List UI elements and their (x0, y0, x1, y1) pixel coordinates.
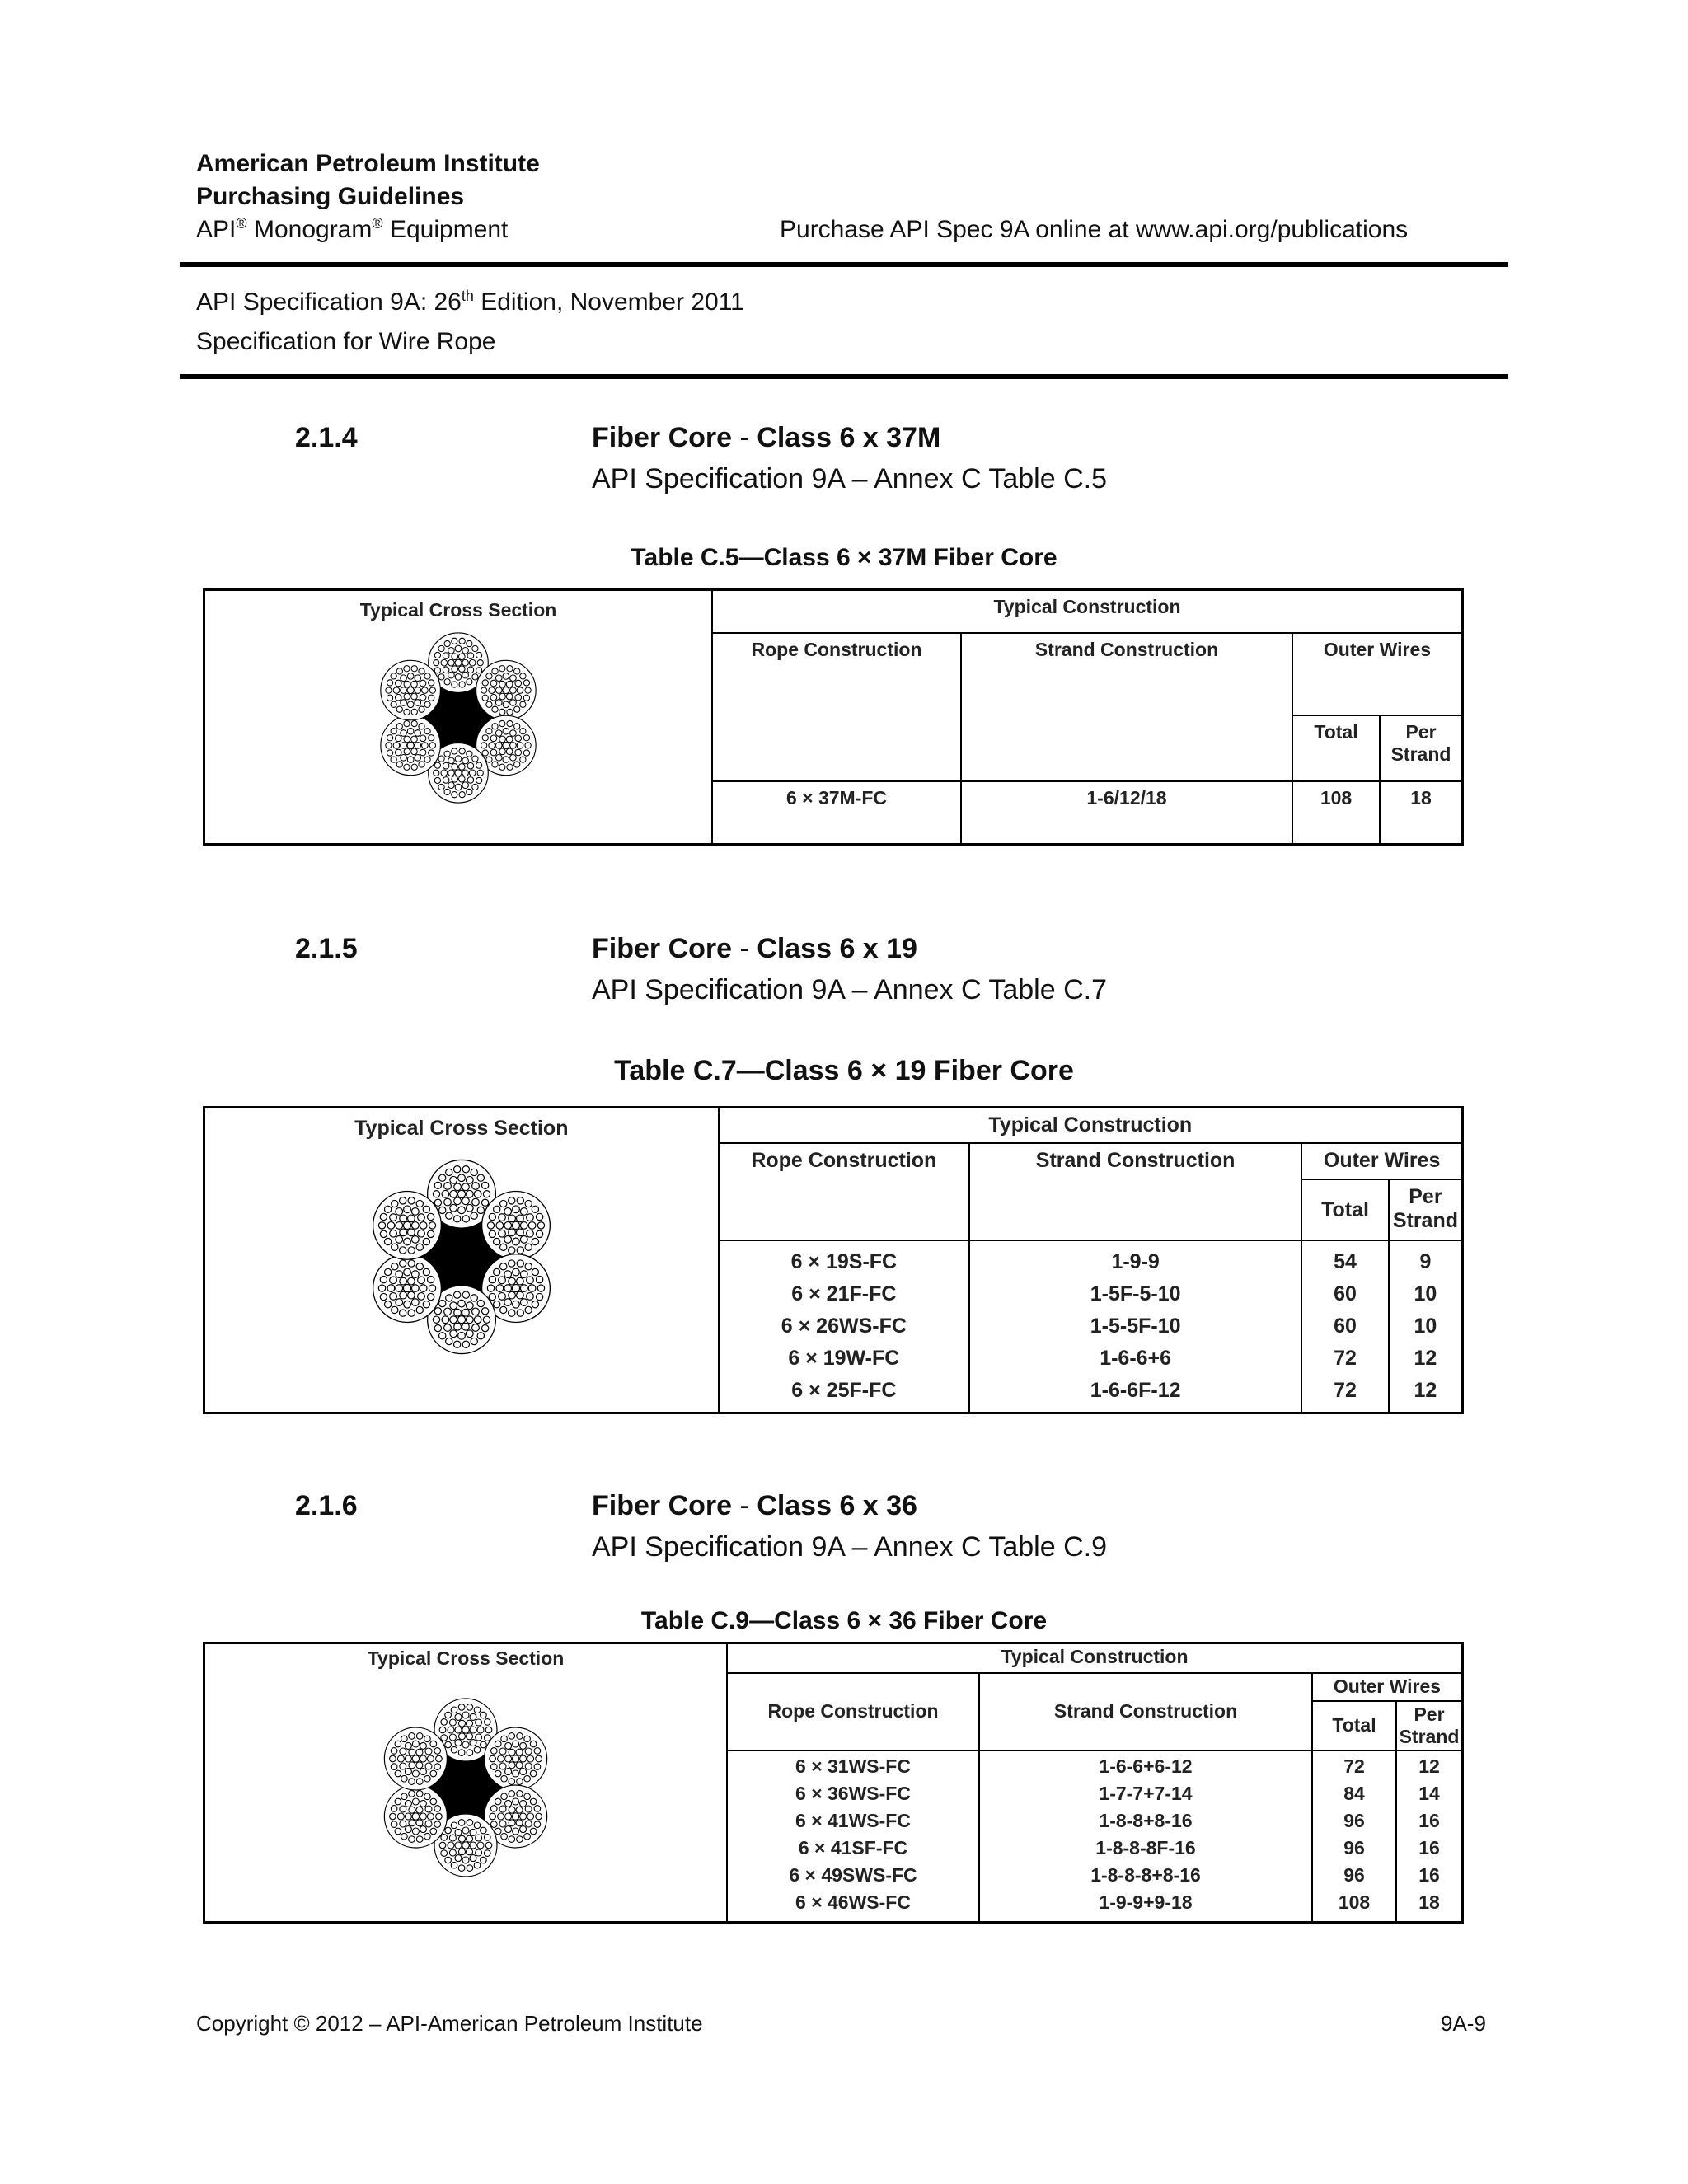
total-cell: 96 (1343, 1836, 1365, 1858)
strand-column (969, 1240, 1301, 1413)
total-cell: 72 (1334, 1379, 1357, 1402)
section-title: Fiber Core - Class 6 x 19 (592, 933, 917, 964)
rope-cell: 6 × 37M-FC (712, 781, 961, 845)
rope-cell: 6 × 19S-FC (790, 1250, 898, 1273)
rope-cell: 6 × 49SWS-FC (789, 1863, 917, 1886)
per-strand-cell: 12 (1414, 1347, 1437, 1370)
per-strand-cell: 16 (1418, 1863, 1440, 1886)
strand-column (979, 1750, 1312, 1923)
strand-cell: 1-8-8-8F-16 (1095, 1836, 1196, 1858)
per-strand-column (1389, 1240, 1463, 1413)
monogram-line: API® Monogram® Equipment (196, 215, 509, 243)
strand-cell: 1-6-6F-12 (1090, 1379, 1181, 1402)
spec-table-c5: Typical Cross Section Typical Construction Rope Construction Strand Construction Outer Wires Total Per Strand 6 × 37M-FC 1-6/12/18 108 18 (203, 588, 1464, 846)
total-cell: 60 (1334, 1282, 1357, 1305)
strand-cell: 1-9-9 (1111, 1250, 1160, 1273)
spec-title: Specification for Wire Rope (196, 328, 496, 355)
rope-cross-section-icon (371, 1693, 560, 1882)
purchase-link[interactable]: Purchase API Spec 9A online at www.api.org/publications (780, 216, 1409, 243)
rope-cell: 6 × 25F-FC (791, 1379, 897, 1402)
per-strand-cell: 16 (1418, 1809, 1440, 1831)
strand-cell: 1-7-7+7-14 (1099, 1782, 1193, 1804)
header-rule-2 (180, 374, 1508, 379)
rope-cell: 6 × 19W-FC (788, 1347, 900, 1370)
strand-cell: 1-8-8-8+8-16 (1090, 1863, 1201, 1886)
per-strand-cell: 10 (1414, 1282, 1437, 1305)
per-strand-cell: 18 (1418, 1891, 1440, 1913)
strand-cell: 1-5F-5-10 (1090, 1282, 1181, 1305)
copyright: Copyright © 2012 – API-American Petroleum Institute (196, 2011, 703, 2036)
per-strand-column (1396, 1750, 1463, 1923)
rope-cross-section-icon (363, 1146, 560, 1368)
total-cell: 108 (1292, 781, 1380, 845)
table-caption: Table C.9—Class 6 × 36 Fiber Core (640, 1607, 1048, 1634)
strand-cell: 1-5-5F-10 (1090, 1315, 1181, 1338)
section-number: 2.1.5 (295, 933, 358, 964)
section-title: Fiber Core - Class 6 x 36 (592, 1490, 917, 1521)
total-cell: 96 (1343, 1809, 1365, 1831)
rope-column (719, 1240, 969, 1413)
rope-cell: 6 × 36WS-FC (795, 1782, 911, 1804)
section-subtitle: API Specification 9A – Annex C Table C.7 (592, 974, 1107, 1005)
section-number: 2.1.4 (295, 422, 358, 453)
total-cell: 60 (1334, 1315, 1357, 1338)
per-strand-cell: 18 (1380, 781, 1463, 845)
total-cell: 72 (1343, 1755, 1365, 1777)
per-strand-cell: 9 (1419, 1250, 1432, 1273)
rope-cross-section-icon (368, 631, 549, 804)
per-strand-cell: 10 (1414, 1315, 1437, 1338)
section-subtitle: API Specification 9A – Annex C Table C.9 (592, 1531, 1107, 1563)
section-subtitle: API Specification 9A – Annex C Table C.5 (592, 463, 1107, 494)
spec-table-c9: Typical Cross Section Typical Construction Rope Construction Strand Construction Outer Wires Total Per Strand 6 × 31WS-FC 6 × 36WS-FC 6 × 41WS-FC 6 × 41SF-FC 6 × 49SWS-FC 6 × 46WS-FC 1-6-6+6-12 1-7-7+7-14 1-8-8+8-16 1-8-8-8F-16 1-8-8-8+8-16 1-9-9+9-18 72 84 96 96 96 108 12 14 16 16 16 18 (203, 1642, 1464, 1924)
section-number: 2.1.6 (295, 1490, 358, 1521)
total-cell: 84 (1343, 1782, 1365, 1804)
strand-cell: 1-9-9+9-18 (1099, 1891, 1193, 1913)
total-column (1301, 1240, 1389, 1413)
section-title: Fiber Core - Class 6 x 37M (592, 422, 941, 453)
rope-cell: 6 × 46WS-FC (795, 1891, 911, 1913)
spec-edition: API Specification 9A: 26th Edition, November 2011 (196, 288, 744, 316)
table-caption: Table C.7—Class 6 × 19 Fiber Core (614, 1055, 1074, 1086)
rope-cell: 6 × 21F-FC (791, 1282, 897, 1305)
cross-section-cell: Typical Cross Section (204, 1643, 728, 1923)
total-cell: 54 (1334, 1250, 1357, 1273)
total-cell: 96 (1343, 1863, 1365, 1886)
rope-cell: 6 × 31WS-FC (795, 1755, 911, 1777)
per-strand-cell: 14 (1418, 1782, 1440, 1804)
spec-table-c7: Typical Cross Section Typical Construction Rope Construction Strand Construction Outer Wires Total Per Strand 6 × 19S-FC 6 × 21F-FC 6 × 26WS-FC 6 × 19W-FC 6 × 25F-FC 1-9-9 1-5F-5-10 1-5-5F-10 1-6-6+6 1-6-6F-12 54 60 60 72 72 9 10 10 12 12 (203, 1106, 1464, 1414)
page-number: 9A-9 (1441, 2011, 1486, 2036)
strand-cell: 1-8-8+8-16 (1099, 1809, 1193, 1831)
total-column (1312, 1750, 1396, 1923)
per-strand-cell: 12 (1414, 1379, 1437, 1402)
total-cell: 72 (1334, 1347, 1357, 1370)
strand-cell: 1-6-6+6-12 (1099, 1755, 1193, 1777)
guidelines-title: Purchasing Guidelines (196, 183, 465, 210)
total-cell: 108 (1338, 1891, 1371, 1913)
cross-section-cell: Typical Cross Section (204, 1108, 719, 1413)
rope-cell: 6 × 41SF-FC (798, 1836, 908, 1858)
table-caption: Table C.5—Class 6 × 37M Fiber Core (631, 544, 1057, 571)
cross-section-cell: Typical Cross Section (204, 590, 713, 845)
strand-cell: 1-6-6+6 (1100, 1347, 1172, 1370)
rope-column (727, 1750, 979, 1923)
strand-cell: 1-6/12/18 (961, 781, 1292, 845)
rope-cell: 6 × 41WS-FC (795, 1809, 911, 1831)
header-rule (180, 262, 1508, 267)
per-strand-cell: 12 (1418, 1755, 1440, 1777)
org-name: American Petroleum Institute (196, 150, 540, 177)
per-strand-cell: 16 (1418, 1836, 1440, 1858)
rope-cell: 6 × 26WS-FC (781, 1315, 907, 1338)
